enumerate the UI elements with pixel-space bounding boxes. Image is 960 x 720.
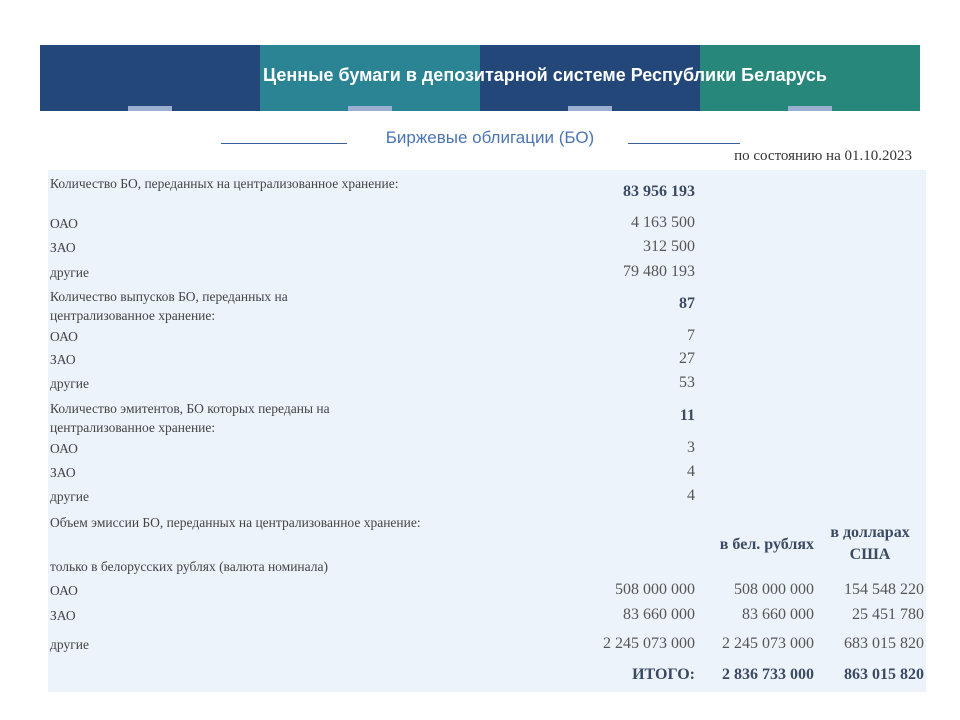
row-label: другие [50,489,89,504]
table-total-row [48,665,926,689]
row-value: 4 163 500 [631,214,695,231]
table-row [48,287,926,325]
row-label: ОАО [50,583,78,598]
row-value: 83 660 000 [623,606,695,623]
row-value: 508 000 000 [615,581,695,598]
table-row [48,326,926,348]
subtitle-rule-left [221,143,347,144]
row-label: ЗАО [50,465,76,480]
row-total: 83 956 193 [623,183,695,200]
total-usd: 863 015 820 [844,666,924,683]
table-row [48,438,926,460]
row-value: 79 480 193 [623,263,695,280]
row-label: ОАО [50,216,78,231]
row-value-usd: 683 015 820 [844,635,924,652]
table-row [48,513,926,577]
subtitle-rule-right [628,143,740,144]
row-label: Количество выпусков БО, переданных на централизованное хранение: [50,289,288,323]
row-label: другие [50,265,89,280]
table-row [48,605,926,627]
row-value-usd: 154 548 220 [844,581,924,598]
table-row [48,399,926,437]
row-value: 4 [687,463,695,480]
row-label: ОАО [50,441,78,456]
row-label: ЗАО [50,352,76,367]
column-header-byn: в бел. рублях [719,536,814,553]
table-row [48,213,926,235]
table-row [48,349,926,371]
banner-tab-marker [788,106,832,111]
row-value: 312 500 [643,238,695,255]
row-label: Количество БО, переданных на централизованное хранение: [50,176,399,191]
title-banner [40,45,920,111]
table-row [48,373,926,395]
table-row [48,486,926,508]
row-label: ЗАО [50,608,76,623]
table-row [48,462,926,484]
row-value-byn: 2 245 073 000 [722,635,814,652]
banner-tab-marker [568,106,612,111]
row-value: 7 [687,327,695,344]
row-note: только в белорусских рублях (валюта номинала) [50,559,328,574]
row-label: Объем эмиссии БО, переданных на централизованное хранение: [50,515,421,530]
page-title: Ценные бумаги в депозитарной системе Республики Беларусь [263,65,827,85]
row-total: 11 [679,407,695,424]
row-value: 3 [687,439,695,456]
column-header-usd: в долларах США [830,524,910,563]
row-value-byn: 83 660 000 [742,606,814,623]
row-value: 27 [679,350,695,367]
total-label: ИТОГО: [632,666,695,683]
row-label: ОАО [50,329,78,344]
row-total: 87 [679,295,695,312]
row-value-byn: 508 000 000 [734,581,814,598]
row-label: другие [50,637,89,652]
row-label: ЗАО [50,240,76,255]
table-row [48,174,926,212]
table-row [48,237,926,259]
banner-tab-marker [128,106,172,111]
table-row [48,262,926,284]
table-row [48,634,926,656]
banner-tab-marker [348,106,392,111]
row-label: Количество эмитентов, БО которых переданы на централизованное хранение: [50,401,330,435]
as-of-date: по состоянию на 01.10.2023 [734,148,912,164]
row-value: 53 [679,374,695,391]
row-value-usd: 25 451 780 [852,606,924,623]
row-value: 2 245 073 000 [603,635,695,652]
table-row [48,580,926,602]
section-subtitle: Биржевые облигации (БО) [385,128,595,147]
row-label: другие [50,376,89,391]
total-byn: 2 836 733 000 [722,666,814,683]
row-value: 4 [687,487,695,504]
